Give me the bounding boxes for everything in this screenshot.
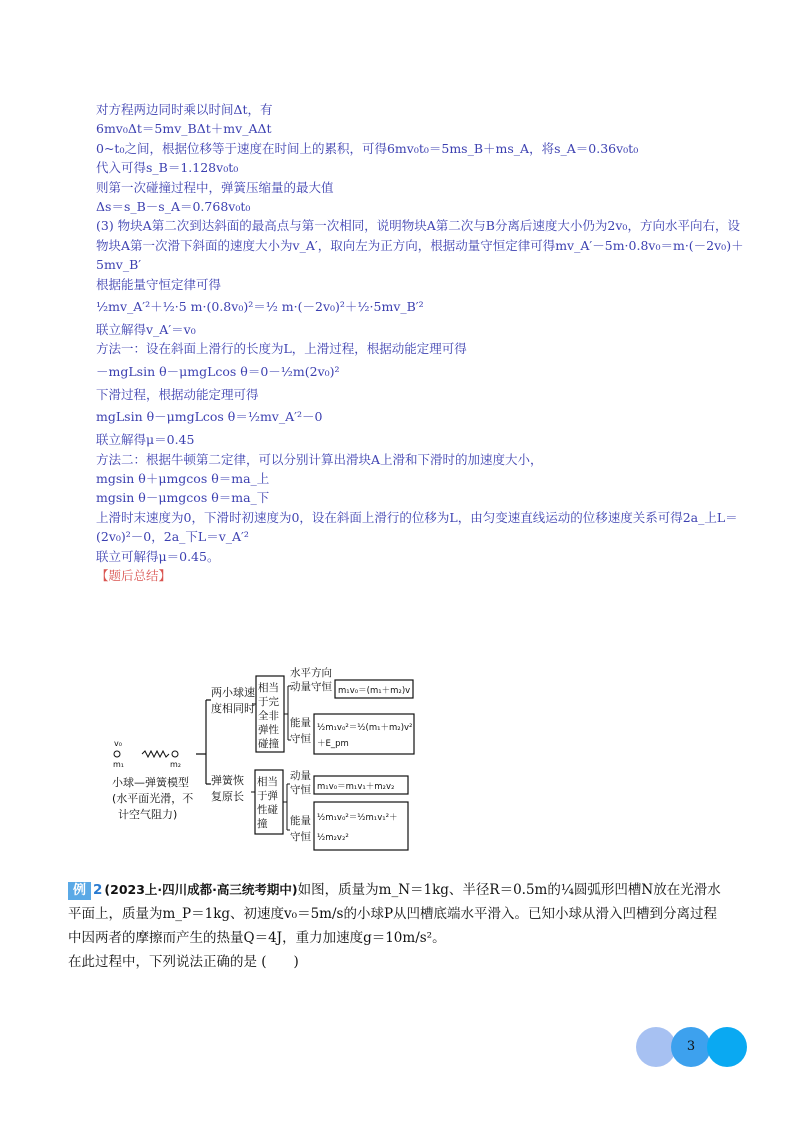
example-badge: 例 (68, 882, 91, 900)
branch-line (196, 700, 211, 784)
solution-line: mgsin θ＋μmgcos θ＝ma_上 (96, 470, 270, 486)
example-question-line: 在此过程中，下列说法正确的是 ( ) (68, 954, 299, 970)
bottom-type: 撞 (257, 818, 268, 830)
solution-line: 联立可解得μ＝0.45。 (96, 548, 220, 564)
solution-line: 6mv₀Δt＝5mv_BΔt＋mv_AΔt (96, 121, 272, 137)
solution-line: 联立解得μ＝0.45 (96, 432, 195, 448)
summary-diagram (108, 664, 418, 858)
m1-label: m₁ (113, 760, 124, 769)
top-momentum-label: 水平方向 (290, 667, 332, 679)
page-number: 3 (686, 1039, 696, 1054)
solution-line: 代入可得s_B＝1.128v₀t₀ (96, 160, 239, 176)
bottom-momentum-label: 动量 (290, 770, 311, 782)
example-body (68, 878, 728, 950)
bottom-condition: 复原长 (211, 790, 244, 803)
example-text: 如图，质量为m_N＝1kg、半径R＝0.5m的¼圆弧形凹槽N放在光滑水平面上，质量为m_P＝1kg、初速度v₀＝5m/s的小球P从凹槽底端水平滑入。已知小球从滑入凹槽到分离过程中因两者的摩擦而产生的热量Q＝4J，重力加速度g＝10m/s²。 (68, 882, 721, 946)
bottom-energy-eq: ½m₁v₀²＝½m₁v₁²＋ (317, 813, 398, 823)
model-title: 小球—弹簧模型 (112, 776, 189, 789)
top-type: 相当 (258, 682, 279, 694)
solution-line: 对方程两边同时乘以时间Δt，有 (96, 102, 273, 117)
solution-line: 方法一：设在斜面上滑行的长度为L，上滑过程，根据动能定理可得 (96, 341, 467, 357)
solution-line: mgLsin θ－μmgLcos θ＝½mv_A′²－0 (96, 409, 323, 425)
top-energy-eq: ＋E_pm (317, 739, 349, 749)
top-type: 全非 (258, 710, 279, 722)
bottom-energy-label: 守恒 (290, 831, 311, 843)
bottom-energy-label: 能量 (290, 815, 311, 827)
solution-line: 0~t₀之间，根据位移等于速度在时间上的累积，可得6mv₀t₀＝5ms_B＋ms_A，将s_A＝0.36v₀t₀ (96, 140, 639, 156)
solution-line: －mgLsin θ－μmgLcos θ＝0－½m(2v₀)² (96, 363, 340, 379)
top-energy-label: 能量 (290, 717, 311, 729)
top-type: 弹性 (258, 724, 279, 736)
bottom-type: 相当 (257, 776, 278, 788)
top-energy-eq: ½m₁v₀²＝½(m₁＋m₂)v² (317, 723, 413, 733)
spring (142, 751, 169, 757)
m2-label: m₂ (170, 760, 181, 769)
top-momentum-label: 动量守恒 (290, 681, 332, 693)
bottom-momentum-eq: m₁v₀＝m₁v₁＋m₂v₂ (317, 782, 395, 792)
page-circle (636, 1027, 676, 1067)
branch-line (283, 784, 290, 830)
example-number: 2 (93, 882, 103, 898)
solution-line: 上滑时末速度为0，下滑时初速度为0，设在斜面上滑行的位移为L，由匀变速直线运动的位移速度关系可得2a_上L＝(2v₀)²－0，2a_下L＝v_A′² (96, 509, 738, 545)
model-note: (水平面光滑，不 (112, 792, 194, 805)
bottom-energy-eq: ½m₂v₂² (317, 833, 349, 843)
top-energy-label: 守恒 (290, 733, 311, 745)
solution-line: (3) 物块A第二次到达斜面的最高点与第一次相同，说明物块A第二次与B分离后速度大小仍为2v₀，方向水平向右，设物块A第一次滑下斜面的速度大小为v_A′，取向左为正方向，根据动量守恒定律可得mv_A′－5m·0.8v₀＝m·(－2v₀)＋5mv_B′ (96, 218, 744, 273)
solution-block (96, 100, 746, 585)
ball-m2 (172, 751, 178, 757)
solution-line: 则第一次碰撞过程中，弹簧压缩量的最大值 (96, 179, 334, 195)
page-circle (707, 1027, 747, 1067)
top-type: 于完 (258, 696, 279, 708)
ball-m1 (114, 751, 120, 757)
top-condition: 两小球速 (211, 686, 255, 699)
solution-line: Δs＝s_B－s_A＝0.768v₀t₀ (96, 198, 251, 214)
branch-line (284, 686, 291, 740)
example-source: (2023上·四川成都·高三统考期中) (104, 882, 298, 897)
solution-line: 下滑过程，根据动能定理可得 (96, 386, 259, 402)
solution-line: ½mv_A′²＋½·5 m·(0.8v₀)²＝½ m·(－2v₀)²＋½·5mv_B′² (96, 298, 424, 314)
solution-line: 根据能量守恒定律可得 (96, 276, 222, 292)
bottom-type: 性碰 (257, 804, 278, 816)
top-momentum-eq: m₁v₀＝(m₁＋m₂)v (338, 686, 411, 696)
model-note: 计空气阻力) (118, 808, 178, 821)
top-condition: 度相同时 (211, 702, 255, 715)
solution-line: 方法二：根据牛顿第二定律，可以分别计算出滑块A上滑和下滑时的加速度大小， (96, 451, 543, 467)
top-type: 碰撞 (258, 738, 279, 750)
bottom-condition: 弹簧恢 (211, 774, 244, 787)
v0-label: v₀ (114, 739, 122, 748)
solution-line: 联立解得v_A′＝v₀ (96, 321, 196, 337)
bottom-momentum-label: 守恒 (290, 784, 311, 796)
bottom-type: 于弹 (257, 790, 278, 802)
summary-label: 【题后总结】 (96, 567, 172, 583)
example-question (68, 878, 728, 974)
solution-line: mgsin θ－μmgcos θ＝ma_下 (96, 490, 270, 506)
